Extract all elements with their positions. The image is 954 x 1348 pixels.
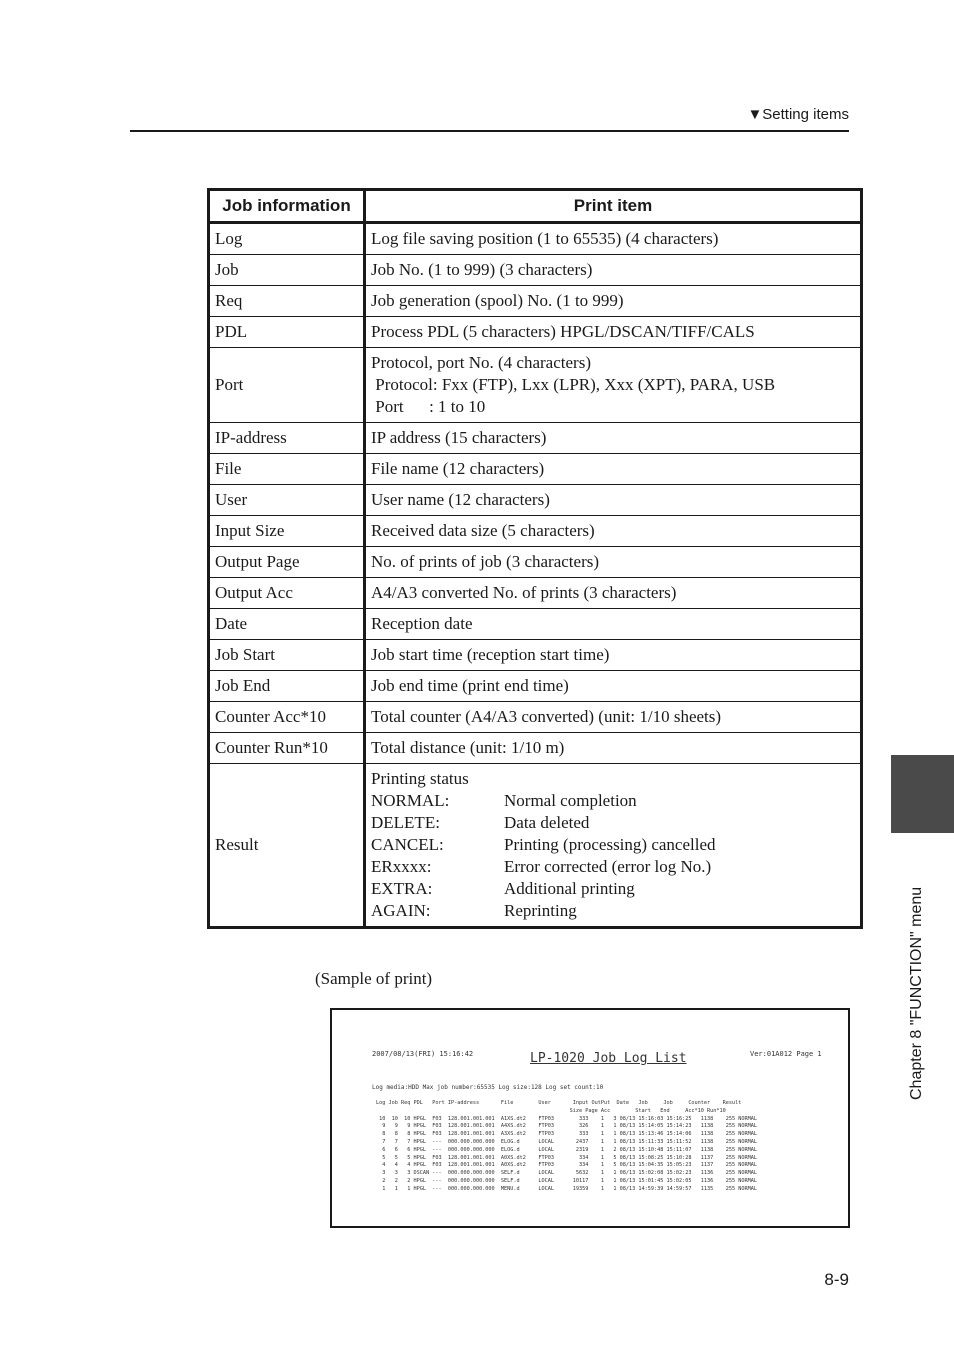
row-value bbox=[365, 317, 862, 348]
status-code: DELETE: bbox=[371, 813, 440, 832]
table-row bbox=[209, 640, 862, 671]
table-row bbox=[209, 485, 862, 516]
table-row bbox=[209, 702, 862, 733]
sample-log-line: 3 3 3 DSCAN --- 000.000.000.000 SELF.d LOCAL 5632 1 1 08/13 15:02:08 15:02:23 1136 255 NORMAL bbox=[376, 1170, 758, 1177]
row-value-line: Protocol: Fxx (FTP), Lxx (LPR), Xxx (XPT), PARA, USB bbox=[371, 375, 776, 394]
row-value-line: Job No. (1 to 999) (3 characters) bbox=[371, 260, 593, 279]
table-row bbox=[209, 348, 862, 423]
row-value bbox=[365, 516, 862, 547]
header-job-information: Job information bbox=[209, 190, 365, 223]
sample-log-line: Log Job Req PDL Port IP-address File User Input OutPut Date Job Job Counter Result bbox=[376, 1100, 742, 1106]
header-rule bbox=[130, 130, 849, 132]
result-intro: Printing status bbox=[371, 769, 469, 788]
table-row bbox=[209, 255, 862, 286]
sample-log-table bbox=[376, 1100, 757, 1194]
chapter-tab bbox=[891, 755, 954, 833]
sample-version: Ver:01A012 Page 1 bbox=[750, 1050, 822, 1058]
row-key: User bbox=[209, 485, 365, 516]
row-key: Counter Acc*10 bbox=[209, 702, 365, 733]
row-value-line: Protocol, port No. (4 characters) bbox=[371, 353, 591, 372]
sample-title: LP-1020 Job Log List bbox=[530, 1051, 687, 1066]
page-number: 8-9 bbox=[824, 1270, 849, 1289]
sample-log-line: 1 1 1 HPGL --- 000.000.000.000 MENU.d LOCAL 19359 1 1 08/13 14:59:39 14:59:57 1135 255 NORMAL bbox=[376, 1185, 758, 1192]
status-code: CANCEL: bbox=[371, 835, 444, 854]
status-description: Error corrected (error log No.) bbox=[504, 857, 712, 876]
job-info-table bbox=[207, 188, 863, 929]
row-value bbox=[365, 733, 862, 764]
table-header-row bbox=[209, 190, 862, 223]
table-row bbox=[209, 317, 862, 348]
row-key: PDL bbox=[209, 317, 365, 348]
sample-log-line: 6 6 6 HPGL --- 000.000.000.000 ELOG.d LOCAL 2319 1 2 08/13 15:10:48 15:11:07 1138 255 NORMAL bbox=[376, 1146, 758, 1153]
status-description: Data deleted bbox=[504, 813, 590, 832]
row-value bbox=[365, 485, 862, 516]
table-row bbox=[209, 286, 862, 317]
row-value-line: A4/A3 converted No. of prints (3 characters) bbox=[371, 583, 677, 602]
row-key: Job bbox=[209, 255, 365, 286]
table-row bbox=[209, 423, 862, 454]
header-print-item: Print item bbox=[365, 190, 862, 223]
table-row bbox=[209, 454, 862, 485]
row-key: Output Page bbox=[209, 547, 365, 578]
section-header: ▼Setting items bbox=[747, 106, 849, 123]
row-key: Job End bbox=[209, 671, 365, 702]
row-value bbox=[365, 702, 862, 733]
row-key: Date bbox=[209, 609, 365, 640]
row-value-line: Process PDL (5 characters) HPGL/DSCAN/TIFF/CALS bbox=[371, 322, 755, 341]
row-value bbox=[365, 286, 862, 317]
row-value bbox=[365, 223, 862, 255]
status-code: EXTRA: bbox=[371, 879, 433, 898]
sample-meta: Log media:HDD Max job number:65535 Log size:128 Log set count:10 bbox=[372, 1084, 604, 1091]
sample-log-line: 7 7 7 HPGL --- 000.000.000.000 ELOG.d LOCAL 2437 1 1 08/13 15:11:33 15:11:52 1138 255 NORMAL bbox=[376, 1138, 758, 1145]
row-value bbox=[365, 348, 862, 423]
row-value bbox=[365, 609, 862, 640]
row-value-line: Log file saving position (1 to 65535) (4 characters) bbox=[371, 229, 719, 248]
sample-datetime: 2007/08/13(FRI) 15:16:42 bbox=[372, 1050, 474, 1058]
status-description: Reprinting bbox=[504, 901, 577, 920]
row-value bbox=[365, 671, 862, 702]
table-row bbox=[209, 223, 862, 255]
table-row-result bbox=[209, 764, 862, 928]
sample-log-line: 9 9 9 HPGL F03 128.001.001.001 A4XS.dt2 FTP03 326 1 1 08/13 15:14:05 15:14:23 1138 255 NORMAL bbox=[376, 1123, 758, 1130]
table-row bbox=[209, 609, 862, 640]
sample-log-line: 2 2 2 HPGL --- 000.000.000.000 SELF.d LOCAL 10117 1 1 08/13 15:01:45 15:02:05 1136 255 NORMAL bbox=[376, 1177, 758, 1184]
row-value-line: File name (12 characters) bbox=[371, 459, 545, 478]
row-key: Req bbox=[209, 286, 365, 317]
row-value bbox=[365, 764, 862, 928]
row-value bbox=[365, 423, 862, 454]
row-key: Result bbox=[209, 764, 365, 928]
row-key: Port bbox=[209, 348, 365, 423]
row-value bbox=[365, 454, 862, 485]
row-value-line: Total counter (A4/A3 converted) (unit: 1/10 sheets) bbox=[371, 707, 722, 726]
status-description: Additional printing bbox=[504, 879, 635, 898]
row-key: Output Acc bbox=[209, 578, 365, 609]
sample-log-line: 8 8 8 HPGL F03 128.001.001.001 A3XS.dt2 FTP03 333 1 1 08/13 15:13:46 15:14:06 1138 255 NORMAL bbox=[376, 1131, 758, 1138]
row-value-line: Port : 1 to 10 bbox=[371, 397, 486, 416]
row-key: Counter Run*10 bbox=[209, 733, 365, 764]
row-value bbox=[365, 640, 862, 671]
table-row bbox=[209, 671, 862, 702]
row-key: Log bbox=[209, 223, 365, 255]
status-list bbox=[371, 790, 855, 922]
row-value-line: Received data size (5 characters) bbox=[371, 521, 595, 540]
row-value-line: Reception date bbox=[371, 614, 473, 633]
status-description: Printing (processing) cancelled bbox=[504, 835, 716, 854]
row-value bbox=[365, 547, 862, 578]
table-row bbox=[209, 733, 862, 764]
row-value-line: Job generation (spool) No. (1 to 999) bbox=[371, 291, 624, 310]
row-value-line: Job start time (reception start time) bbox=[371, 645, 610, 664]
row-value bbox=[365, 578, 862, 609]
table-row bbox=[209, 516, 862, 547]
sample-log-line: 4 4 4 HPGL F03 128.001.001.001 A0XS.dt2 FTP03 334 1 5 08/13 15:04:35 15:05:23 1137 255 NORMAL bbox=[376, 1162, 758, 1169]
table-row bbox=[209, 578, 862, 609]
table-row bbox=[209, 547, 862, 578]
table-body bbox=[209, 223, 862, 928]
row-key: Input Size bbox=[209, 516, 365, 547]
chapter-label: Chapter 8 "FUNCTION" menu bbox=[908, 886, 925, 1100]
sample-log-line: 5 5 5 HPGL F03 128.001.001.001 A0XS.dt2 FTP03 334 1 5 08/13 15:08:25 15:10:28 1137 255 NORMAL bbox=[376, 1154, 758, 1161]
row-value-line: User name (12 characters) bbox=[371, 490, 550, 509]
row-value-line: No. of prints of job (3 characters) bbox=[371, 552, 600, 571]
row-value bbox=[365, 255, 862, 286]
sample-log-line: Size Page Acc Start End Acc*10 Run*10 bbox=[376, 1107, 726, 1114]
status-code: NORMAL: bbox=[371, 791, 450, 810]
sample-log-line: 10 10 10 HPGL F03 128.001.001.001 A1XS.dt2 FTP03 333 1 3 08/13 15:16:03 15:16:25 1138 255 NORMAL bbox=[376, 1115, 758, 1122]
row-key: IP-address bbox=[209, 423, 365, 454]
row-key: File bbox=[209, 454, 365, 485]
status-description: Normal completion bbox=[504, 791, 637, 810]
row-value-line: IP address (15 characters) bbox=[371, 428, 547, 447]
row-value-line: Total distance (unit: 1/10 m) bbox=[371, 738, 565, 757]
sample-caption: (Sample of print) bbox=[315, 969, 433, 988]
row-key: Job Start bbox=[209, 640, 365, 671]
status-code: ERxxxx: bbox=[371, 857, 432, 876]
row-value-line: Job end time (print end time) bbox=[371, 676, 569, 695]
sample-print bbox=[330, 1008, 850, 1228]
status-code: AGAIN: bbox=[371, 901, 431, 920]
